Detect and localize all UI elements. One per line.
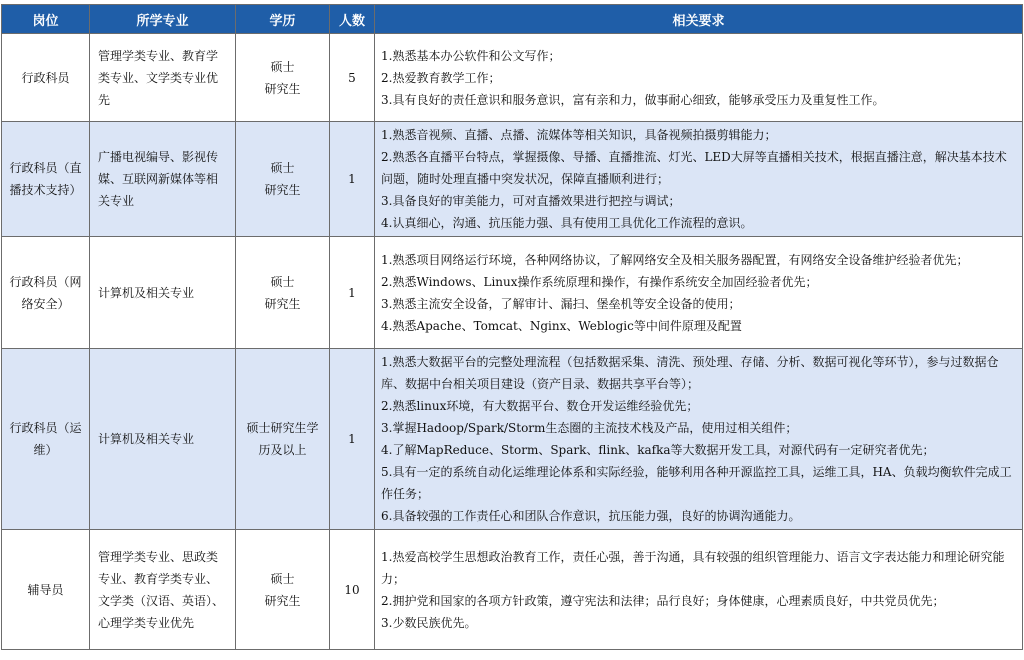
requirement-item: 4.了解MapReduce、Storm、Spark、flink、kafka等大数据开发工具，对源代码有一定研究者优先； — [381, 443, 935, 457]
cell-major: 计算机及相关专业 — [90, 237, 236, 349]
cell-position: 行政科员（直播技术支持） — [2, 122, 90, 237]
requirement-item: 3.具备良好的审美能力，可对直播效果进行把控与调试； — [381, 194, 681, 208]
requirement-item: 6.具备较强的工作责任心和团队合作意识，抗压能力强，良好的协调沟通能力。 — [381, 509, 801, 523]
header-count: 人数 — [330, 5, 375, 34]
cell-major: 管理学类专业、思政类专业、教育学类专业、文学类（汉语、英语）、心理学类专业优先 — [90, 530, 236, 650]
cell-position: 行政科员（网络安全） — [2, 237, 90, 349]
cell-education: 硕士 研究生 — [236, 34, 330, 122]
requirement-item: 1.热爱高校学生思想政治教育工作，责任心强，善于沟通，具有较强的组织管理能力、语言文字表达能力和理论研究能力； — [381, 549, 1005, 586]
cell-position: 行政科员（运维） — [2, 349, 90, 530]
cell-requirements — [375, 34, 1023, 122]
header-education: 学历 — [236, 5, 330, 34]
table-row — [2, 349, 1023, 530]
requirement-item: 3.少数民族优先。 — [381, 615, 477, 630]
cell-requirements — [375, 237, 1023, 349]
cell-position: 行政科员 — [2, 34, 90, 122]
requirement-item: 2.熟悉Windows、Linux操作系统原理和操作，有操作系统安全加固经验者优先； — [381, 274, 818, 289]
requirement-item: 2.熟悉linux环境，有大数据平台、数仓开发运维经验优先； — [381, 399, 699, 413]
table-row — [2, 530, 1023, 650]
requirement-item: 5.具有一定的系统自动化运维理论体系和实际经验，能够利用各种开源监控工具，运维工具，HA、负载均衡软件完成工作任务； — [381, 465, 1012, 501]
recruitment-table — [1, 4, 1023, 650]
requirement-item: 4.认真细心，沟通、抗压能力强、具有使用工具优化工作流程的意识。 — [381, 216, 753, 230]
header-requirements: 相关要求 — [375, 5, 1023, 34]
cell-count: 1 — [330, 122, 375, 237]
cell-count: 10 — [330, 530, 375, 650]
requirement-item: 1.熟悉大数据平台的完整处理流程（包括数据采集、清洗、预处理、存储、分析、数据可视化等环节），参与过数据仓库、数据中台相关项目建设（资产目录、数据共享平台等）； — [381, 355, 999, 391]
header-row — [2, 5, 1023, 34]
header-position: 岗位 — [2, 5, 90, 34]
cell-education: 硕士 研究生 — [236, 530, 330, 650]
requirement-item: 3.熟悉主流安全设备，了解审计、漏扫、堡垒机等安全设备的使用； — [381, 296, 741, 311]
requirement-item: 1.熟悉项目网络运行环境，各种网络协议，了解网络安全及相关服务器配置，有网络安全设备维护经验者优先； — [381, 252, 969, 267]
cell-requirements — [375, 122, 1023, 237]
cell-major: 计算机及相关专业 — [90, 349, 236, 530]
cell-count: 1 — [330, 349, 375, 530]
recruitment-table-container — [1, 4, 1022, 650]
cell-education: 硕士 研究生 — [236, 237, 330, 349]
cell-major: 管理学类专业、教育学类专业、文学类专业优先 — [90, 34, 236, 122]
cell-position: 辅导员 — [2, 530, 90, 650]
requirement-item: 4.熟悉Apache、Tomcat、Nginx、Weblogic等中间件原理及配置 — [381, 318, 742, 333]
cell-requirements — [375, 349, 1023, 530]
requirement-item: 3.掌握Hadoop/Spark/Storm生态圈的主流技术栈及产品，使用过相关组件； — [381, 421, 798, 435]
requirement-item: 1.熟悉基本办公软件和公文写作； — [381, 48, 561, 63]
requirement-item: 1.熟悉音视频、直播、点播、流媒体等相关知识，具备视频拍摄剪辑能力； — [381, 128, 777, 142]
table-row — [2, 237, 1023, 349]
header-major: 所学专业 — [90, 5, 236, 34]
cell-count: 5 — [330, 34, 375, 122]
cell-requirements — [375, 530, 1023, 650]
requirement-item: 2.拥护党和国家的各项方针政策，遵守宪法和法律；品行良好；身体健康，心理素质良好，中共党员优先； — [381, 593, 945, 608]
requirement-item: 2.熟悉各直播平台特点，掌握摄像、导播、直播推流、灯光、LED大屏等直播相关技术，根据直播注意，解决基本技术问题，随时处理直播中突发状况，保障直播顺利进行； — [381, 150, 1007, 186]
cell-education: 硕士研究生学历及以上 — [236, 349, 330, 530]
cell-major: 广播电视编导、影视传媒、互联网新媒体等相关专业 — [90, 122, 236, 237]
table-row — [2, 122, 1023, 237]
cell-count: 1 — [330, 237, 375, 349]
table-row — [2, 34, 1023, 122]
requirement-item: 2.热爱教育教学工作； — [381, 70, 501, 85]
requirement-item: 3.具有良好的责任意识和服务意识，富有亲和力，做事耐心细致，能够承受压力及重复性工作。 — [381, 92, 885, 107]
cell-education: 硕士 研究生 — [236, 122, 330, 237]
